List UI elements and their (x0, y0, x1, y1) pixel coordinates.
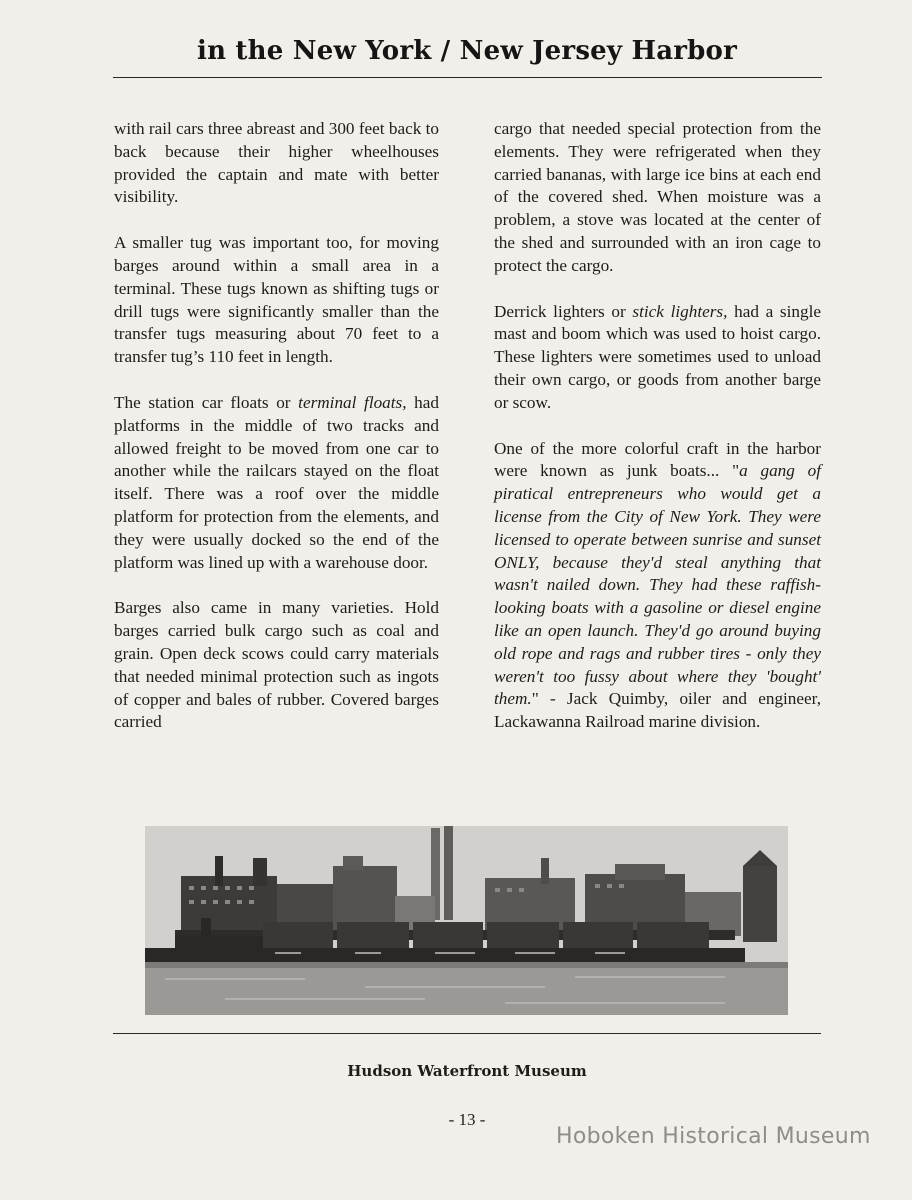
museum-name: Hudson Waterfront Museum (347, 1062, 587, 1080)
page-title: in the New York / New Jersey Harbor (197, 36, 737, 66)
right-paragraph-1: cargo that needed special protection from the elements. They were refrigerated when they carried bananas, with large ice bins at each end of the covered shed. When moisture was a problem, a stove was located at the center of the shed and surrounded with an iron cage to protect the cargo. (494, 119, 821, 275)
jack-quimby-quote: a gang of piratical entrepreneurs who would get a license from the City of New York. They were licensed to operate between sunrise and sunset ONLY, because they'd steal anything that wasn't nailed down. They had these raffish-looking boats with a gasoline or diesel engine like an open launch. They'd go around buying old rope and rags and rubber tires - only they weren't too fussy about where they 'bought' them. (494, 461, 821, 709)
watermark: Hoboken Historical Museum (556, 1124, 871, 1149)
right-column (494, 118, 821, 757)
right-paragraph-3-text-a: One of the more colorful craft in the harbor were known as junk boats... " (494, 438, 821, 481)
right-paragraph-3 (494, 438, 821, 734)
header-rule (113, 77, 822, 78)
stick-lighters-term: stick lighters, (632, 301, 728, 321)
page-number: - 13 - (448, 1110, 486, 1129)
harbor-photo (145, 826, 788, 1015)
left-paragraph-4: Barges also came in many varieties. Hold barges carried bulk cargo such as coal and grain. Open deck scows could carry materials that needed minimal protection such as ingots of copper and bales of rubber. Covered barges carried (114, 598, 439, 732)
right-paragraph-2-text-a: Derrick lighters or (494, 301, 633, 321)
left-paragraph-3-text-a: The station car floats or (114, 392, 299, 412)
harbor-photo-illustration (145, 826, 788, 1015)
left-column (114, 118, 439, 757)
page-header (113, 36, 821, 66)
right-paragraph-2-text-b: had a single mast and boom which was used to hoist cargo. These lighters were sometimes used to unload their own cargo, or goods from another barge or scow. (494, 301, 821, 412)
left-paragraph-3-text-b: had platforms in the middle of two tracks and allowed freight to be moved from one car to another while the railcars stayed on the float itself. There was a roof over the middle platform for protection from the elements, and they were usually docked so the end of the platform was lined up with a warehouse door. (114, 392, 439, 572)
right-paragraph-3-text-b: " - Jack Quimby, oiler and engineer, Lackawanna Railroad marine division. (494, 689, 821, 732)
footer-rule (113, 1033, 821, 1034)
left-paragraph-2: A smaller tug was important too, for moving barges around within a small area in a terminal. These tugs known as shifting tugs or drill tugs were significantly smaller than the transfer tugs measuring about 70 feet to a transfer tug’s 110 feet in length. (114, 233, 439, 367)
terminal-floats-term: terminal floats, (298, 392, 407, 412)
right-paragraph-2 (494, 301, 821, 415)
left-paragraph-1: with rail cars three abreast and 300 feet back to back because their higher wheelhouses provided the captain and mate with better visibility. (114, 119, 439, 207)
left-paragraph-3 (114, 392, 439, 574)
